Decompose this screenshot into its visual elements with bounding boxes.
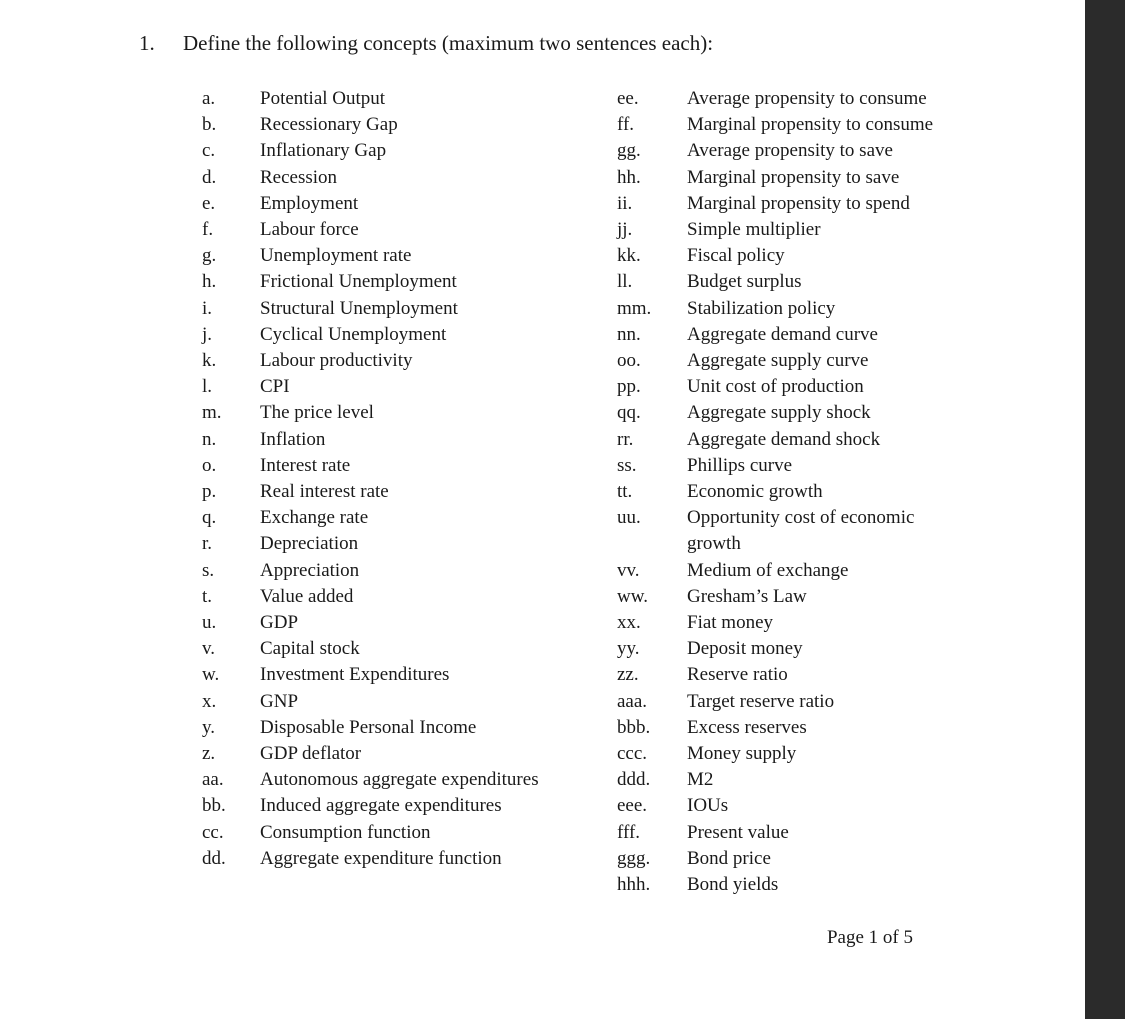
term-text: Average propensity to save (687, 140, 893, 162)
term-item (617, 610, 1057, 636)
term-text: Deposit money (687, 638, 803, 660)
term-label: i. (202, 297, 213, 319)
term-text: Marginal propensity to save (687, 166, 900, 188)
term-item (202, 86, 602, 112)
term-text: Structural Unemployment (260, 297, 458, 319)
term-item (617, 689, 1057, 715)
term-label: fff. (617, 821, 641, 843)
term-item (617, 427, 1057, 453)
term-text: Inflationary Gap (260, 140, 387, 162)
term-item (202, 269, 602, 295)
term-label: r. (202, 533, 213, 555)
term-label: tt. (617, 481, 633, 503)
term-item (617, 636, 1057, 662)
term-label: b. (202, 114, 217, 136)
term-label: hhh. (617, 874, 651, 896)
term-item (202, 715, 602, 741)
term-label: z. (202, 743, 216, 765)
term-text: Gresham’s Law (687, 585, 807, 607)
term-text: Cyclical Unemployment (260, 323, 447, 345)
term-text: Appreciation (260, 559, 360, 581)
term-item (617, 505, 1057, 557)
term-label: pp. (617, 376, 641, 398)
term-label: p. (202, 481, 217, 503)
term-label: ddd. (617, 769, 651, 791)
term-item (617, 741, 1057, 767)
right-term-list (617, 86, 1057, 898)
term-item (617, 846, 1057, 872)
term-label: eee. (617, 795, 648, 817)
term-label: k. (202, 350, 217, 372)
term-item (617, 348, 1057, 374)
term-text: Stabilization policy (687, 297, 836, 319)
term-text: Aggregate demand curve (687, 323, 878, 345)
term-label: e. (202, 192, 216, 214)
term-item (202, 636, 602, 662)
term-label: ll. (617, 271, 633, 293)
term-item (202, 400, 602, 426)
question-text: Define the following concepts (maximum two sentences each): (183, 31, 714, 55)
term-label: jj. (617, 219, 633, 241)
term-item (202, 374, 602, 400)
term-text: Bond yields (687, 874, 779, 896)
term-item (202, 112, 602, 138)
term-item (617, 243, 1057, 269)
term-text: Excess reserves (687, 716, 807, 738)
term-text: Labour productivity (260, 350, 413, 372)
term-label: ss. (617, 454, 637, 476)
term-item (202, 662, 602, 688)
term-label: ii. (617, 192, 633, 214)
term-text: Budget surplus (687, 271, 802, 293)
term-text: Fiscal policy (687, 245, 785, 267)
term-label: mm. (617, 297, 652, 319)
term-text: Disposable Personal Income (260, 716, 477, 738)
term-text: Money supply (687, 743, 797, 765)
term-text: Medium of exchange (687, 559, 849, 581)
term-item (617, 138, 1057, 164)
term-text: Economic growth (687, 481, 823, 503)
term-label: uu. (617, 507, 641, 529)
term-item (617, 584, 1057, 610)
term-text: Exchange rate (260, 507, 369, 529)
term-item (617, 322, 1057, 348)
term-text: Average propensity to consume (687, 88, 927, 109)
term-label: ww. (617, 585, 648, 607)
term-item (617, 820, 1057, 846)
term-label: ccc. (617, 743, 648, 765)
term-label: vv. (617, 559, 640, 581)
term-label: g. (202, 245, 217, 267)
term-text: Aggregate supply shock (687, 402, 871, 424)
term-label: rr. (617, 428, 634, 450)
term-item (202, 348, 602, 374)
term-text: CPI (260, 376, 290, 398)
term-label: ff. (617, 114, 635, 136)
term-label: oo. (617, 350, 641, 372)
term-label: u. (202, 612, 217, 634)
term-item (202, 217, 602, 243)
term-item (202, 793, 602, 819)
term-label: d. (202, 166, 217, 188)
term-item (617, 112, 1057, 138)
term-label: cc. (202, 821, 224, 843)
term-item (202, 243, 602, 269)
term-label: aaa. (617, 690, 648, 712)
term-item (202, 427, 602, 453)
term-label: j. (202, 323, 213, 345)
term-text: Real interest rate (260, 481, 389, 503)
term-text: Present value (687, 821, 789, 843)
term-item (617, 558, 1057, 584)
left-term-list (202, 86, 602, 872)
term-label: bbb. (617, 716, 651, 738)
term-label: o. (202, 454, 217, 476)
term-item (202, 689, 602, 715)
term-item (202, 741, 602, 767)
term-text: Unemployment rate (260, 245, 412, 267)
term-label: bb. (202, 795, 226, 817)
term-item (202, 531, 602, 557)
term-item (202, 322, 602, 348)
term-label: n. (202, 428, 217, 450)
term-label: h. (202, 271, 217, 293)
term-text: Reserve ratio (687, 664, 788, 686)
term-text: Employment (260, 192, 359, 214)
term-item (202, 165, 602, 191)
term-label: f. (202, 219, 214, 241)
term-item (202, 138, 602, 164)
term-item (202, 820, 602, 846)
term-label: yy. (617, 638, 640, 660)
term-label: m. (202, 402, 222, 424)
term-label: q. (202, 507, 217, 529)
term-text: Depreciation (260, 533, 359, 555)
term-text: Capital stock (260, 638, 360, 660)
term-text: Recessionary Gap (260, 114, 398, 136)
term-item (617, 269, 1057, 295)
term-item (617, 662, 1057, 688)
term-text: Labour force (260, 219, 359, 241)
term-item (617, 165, 1057, 191)
term-label: hh. (617, 166, 641, 188)
term-text: GDP (260, 612, 299, 634)
term-text: Simple multiplier (687, 219, 821, 241)
term-label: kk. (617, 245, 641, 267)
term-label: xx. (617, 612, 641, 634)
viewer-scrollbar[interactable] (1085, 0, 1125, 1019)
term-item (617, 217, 1057, 243)
term-item (617, 86, 1057, 112)
term-label: y. (202, 716, 216, 738)
term-text: GNP (260, 690, 299, 712)
term-item (202, 505, 602, 531)
term-label: l. (202, 376, 213, 398)
term-text: Potential Output (260, 88, 386, 109)
term-text: Inflation (260, 428, 326, 450)
clipped-previous-line (0, 0, 1085, 4)
term-text: The price level (260, 402, 374, 424)
term-label: v. (202, 638, 216, 660)
term-text: Induced aggregate expenditures (260, 795, 502, 817)
term-text: Marginal propensity to spend (687, 192, 910, 214)
term-item (617, 767, 1057, 793)
term-item (202, 453, 602, 479)
term-item (202, 767, 602, 793)
term-text: Unit cost of production (687, 376, 864, 398)
term-text: Phillips curve (687, 454, 793, 476)
term-item (617, 400, 1057, 426)
term-label: t. (202, 585, 213, 607)
term-item (202, 846, 602, 872)
term-item (617, 191, 1057, 217)
term-text: Marginal propensity to consume (687, 114, 934, 136)
term-text: Opportunity cost of economic growth (687, 507, 915, 555)
term-label: zz. (617, 664, 639, 686)
term-item (617, 793, 1057, 819)
term-item (617, 296, 1057, 322)
term-item (617, 715, 1057, 741)
term-item (617, 872, 1057, 898)
term-item (202, 584, 602, 610)
term-label: x. (202, 690, 217, 712)
term-label: dd. (202, 847, 226, 869)
term-item (617, 479, 1057, 505)
term-text: GDP deflator (260, 743, 362, 765)
term-label: ee. (617, 88, 639, 109)
term-text: Frictional Unemployment (260, 271, 457, 293)
term-item (202, 191, 602, 217)
term-item (202, 610, 602, 636)
term-text: Autonomous aggregate expenditures (260, 769, 539, 791)
term-item (617, 374, 1057, 400)
term-label: w. (202, 664, 220, 686)
term-label: ggg. (617, 847, 651, 869)
term-item (202, 296, 602, 322)
term-label: qq. (617, 402, 641, 424)
term-label: s. (202, 559, 215, 581)
term-text: M2 (687, 769, 714, 791)
term-item (202, 558, 602, 584)
term-label: aa. (202, 769, 224, 791)
term-text: Aggregate demand shock (687, 428, 881, 450)
term-label: gg. (617, 140, 641, 162)
term-text: Value added (260, 585, 354, 607)
term-label: nn. (617, 323, 641, 345)
term-label: a. (202, 88, 216, 109)
question-number: 1. (139, 31, 155, 55)
term-text: Recession (260, 166, 338, 188)
term-label: c. (202, 140, 216, 162)
term-text: Bond price (687, 847, 771, 869)
term-text: IOUs (687, 795, 729, 817)
term-text: Target reserve ratio (687, 690, 835, 712)
term-text: Fiat money (687, 612, 774, 634)
term-text: Interest rate (260, 454, 351, 476)
term-item (617, 453, 1057, 479)
term-text: Consumption function (260, 821, 431, 843)
term-text: Aggregate expenditure function (260, 847, 502, 869)
page-number: Page 1 of 5 (826, 927, 913, 948)
term-text: Investment Expenditures (260, 664, 450, 686)
term-text: Aggregate supply curve (687, 350, 869, 372)
term-item (202, 479, 602, 505)
